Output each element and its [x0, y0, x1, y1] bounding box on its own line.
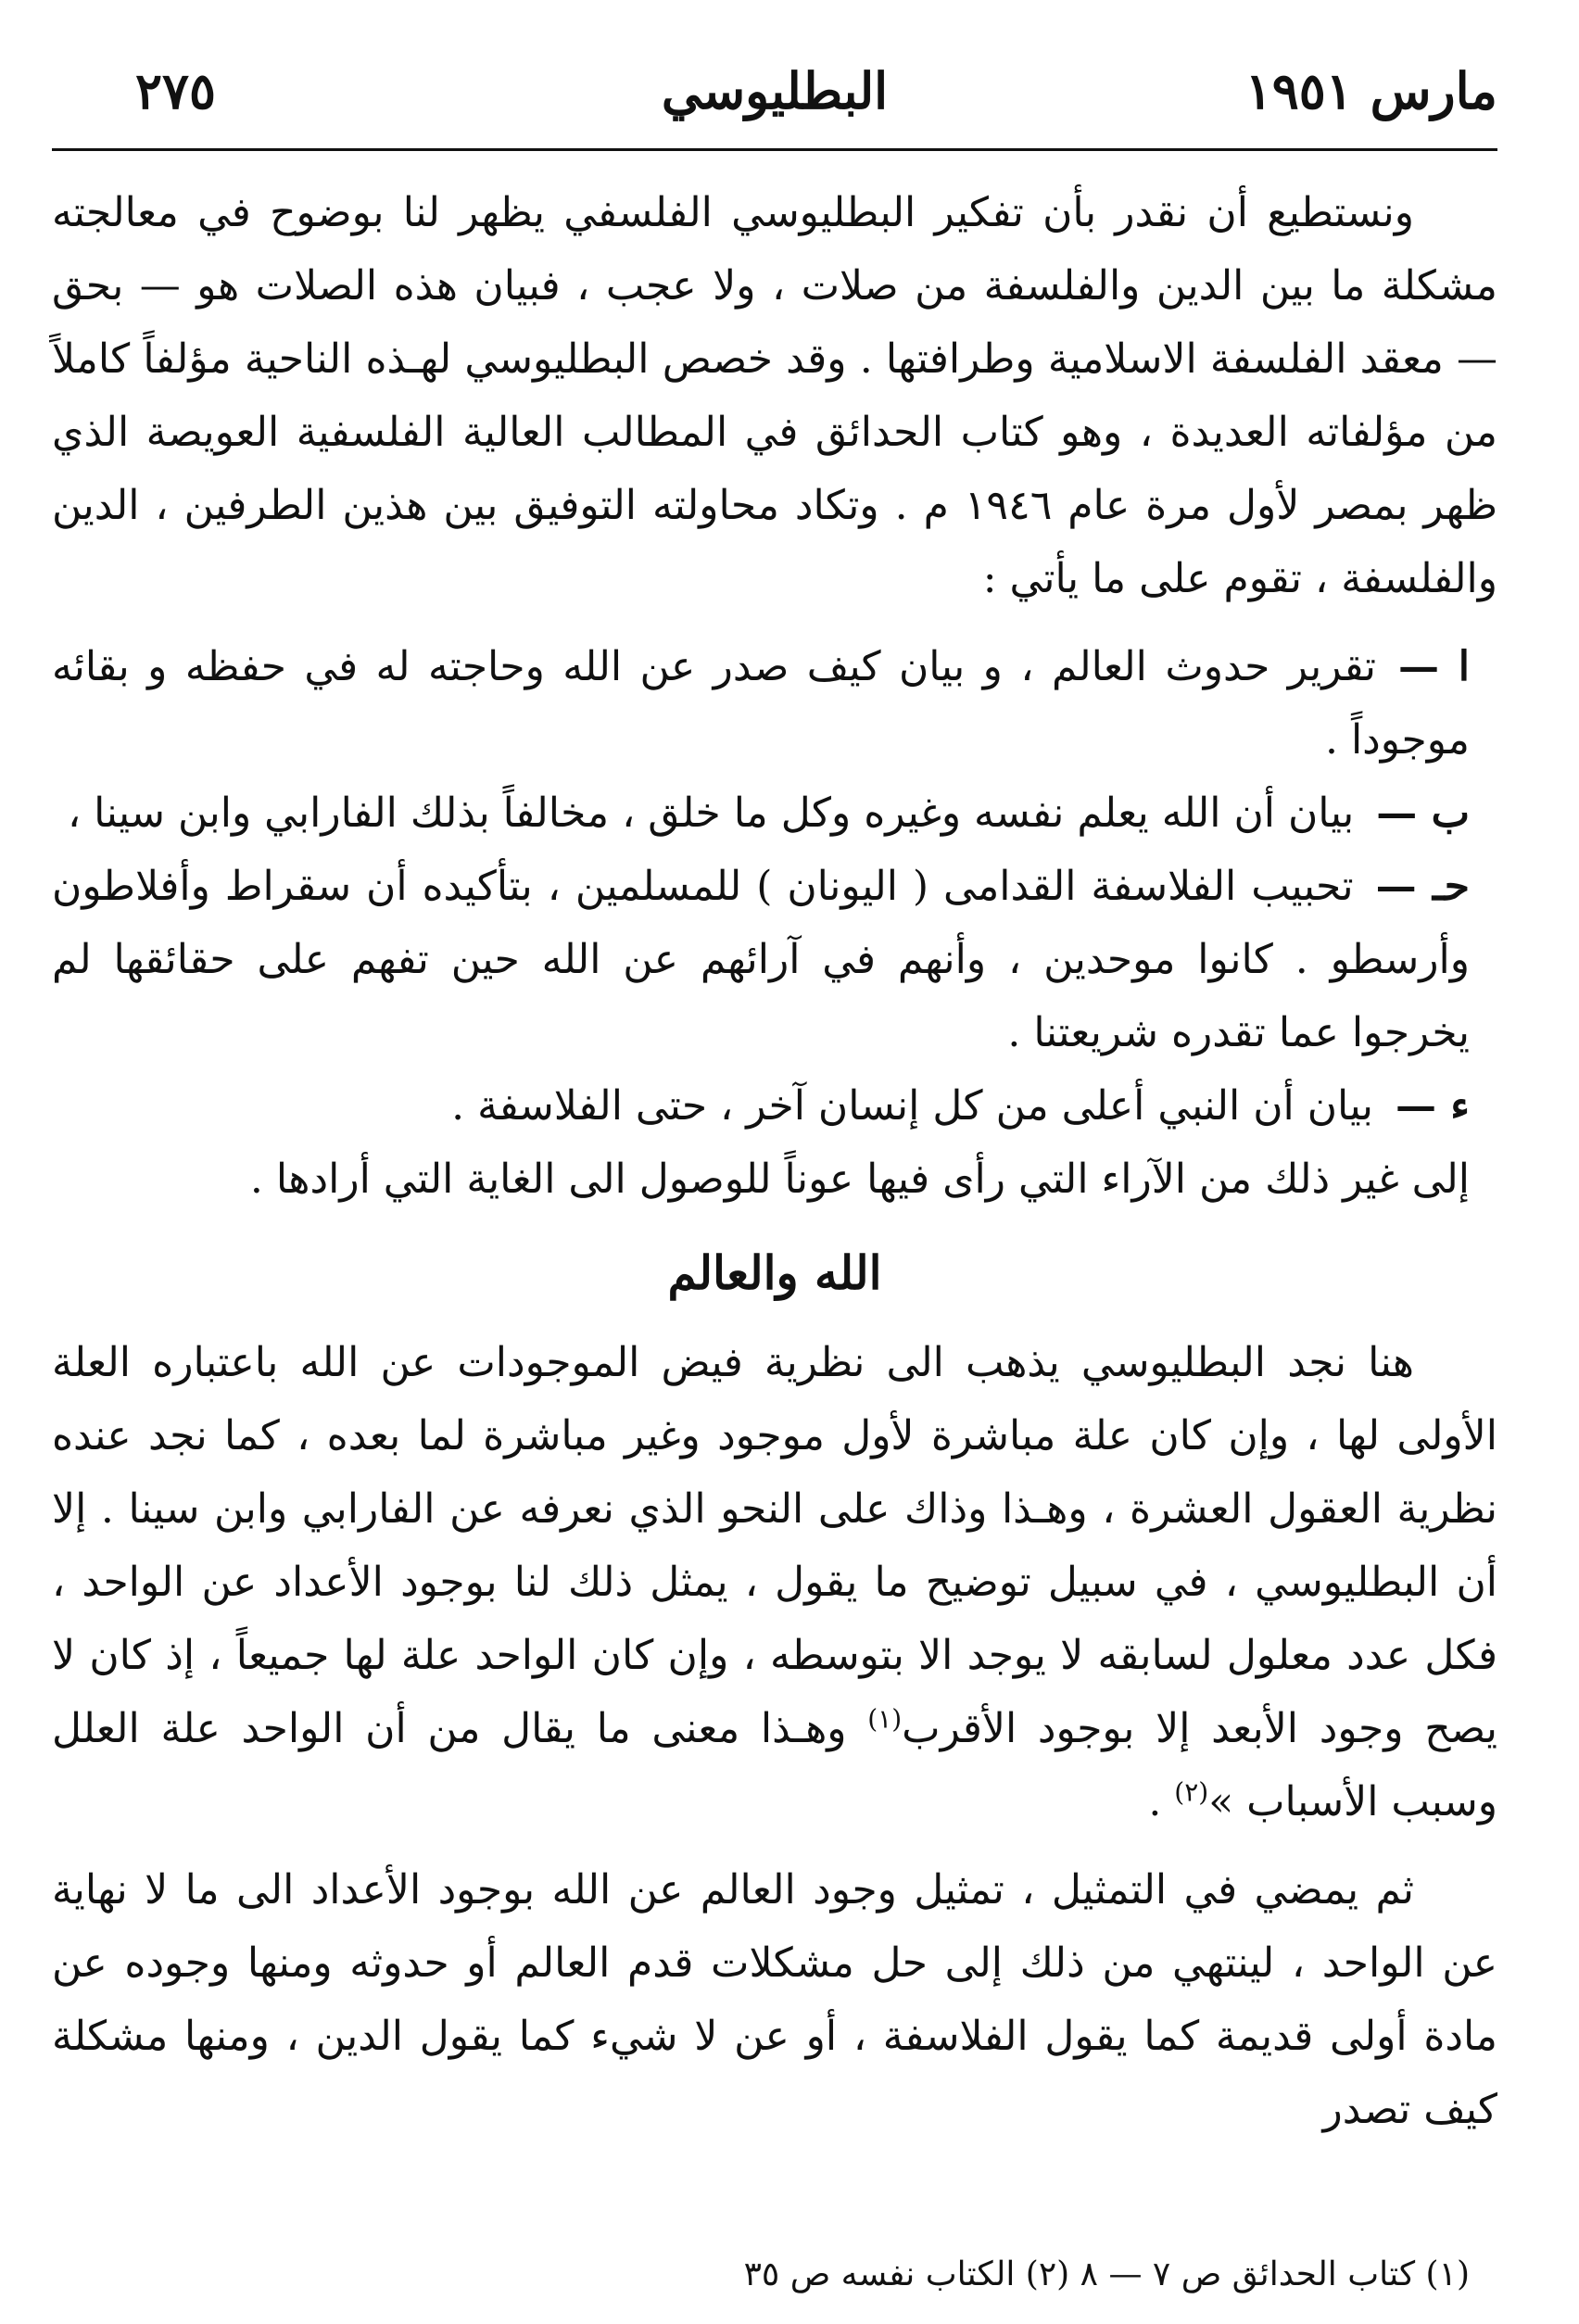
section-paragraph-1-continued: وهـذا معنى ما يقال من أن الواحد علة العلل وسبب الأسباب »	[52, 1705, 1497, 1825]
list-text-a: تقرير حدوث العالم ، و بيان كيف صدر عن الله وحاجته له في حفظه و بقائه موجوداً .	[52, 643, 1470, 764]
header-date: مارس ١٩٥١	[1244, 61, 1497, 120]
section-title: الله والعالم	[667, 1245, 882, 1300]
list-text-b: بيان أن الله يعلم نفسه وغيره وكل ما خلق ، مخالفاً بذلك الفارابي وابن سينا ،	[67, 789, 1355, 837]
footnote-ref-2: (٢)	[1174, 1776, 1209, 1808]
list-item-a	[52, 630, 1497, 777]
running-header	[52, 56, 1497, 139]
list-closing: إلى غير ذلك من الآراء التي رأى فيها عوناً للوصول الى الغاية التي أرادها .	[249, 1156, 1470, 1203]
section-paragraph-2: ثم يمضي في التمثيل ، تمثيل وجود العالم عن الله بوجود الأعداد الى ما لا نهاية عن الواحد ، لينتهي من ذلك إلى حل مشكلات قدم العالم أو حدوثه ومنها وجوده عن مادة أولى قديمة كما يقول الفلاسفة ، أو عن لا شيء كما يقول الدين ، ومنها مشكلة كيف تصدر	[52, 1866, 1497, 2133]
list-marker-c: حـ —	[1375, 863, 1470, 910]
footnote-ref-1: (١)	[867, 1703, 903, 1735]
header-title: البطليوسي	[661, 61, 889, 120]
section-paragraph-1	[52, 1326, 1497, 1838]
list-marker-d: ء —	[1395, 1082, 1470, 1130]
section-paragraph-1-end: .	[1148, 1778, 1175, 1825]
intro-paragraph: ونستطيع أن نقدر بأن تفكير البطليوسي الفلسفي يظهر لنا بوضوح في معالجته مشكلة ما بين الدين والفلسفة من صلات ، ولا عجب ، فبيان هذه الصلات هو — بحق — معقد الفلسفة الاسلامية وطرافتها . وقد خصص البطليوسي لهـذه الناحية مؤلفاً كاملاً من مؤلفاته العديدة ، وهو كتاب الحدائق في المطالب العالية الفلسفية العويصة الذي ظهر بمصر لأول مرة عام ١٩٤٦ م . وتكاد محاولته التوفيق بين هذين الطرفين ، الدين والفلسفة ، تقوم على ما يأتي :	[52, 189, 1497, 602]
list-marker-a: ا —	[1398, 643, 1470, 690]
footnotes: (١) كتاب الحدائق ص ٧ — ٨ (٢) الكتاب نفسه ص ٣٥	[743, 2255, 1470, 2293]
list-item-c	[52, 850, 1497, 1069]
page-number: ٢٧٥	[135, 61, 217, 120]
list-text-c: تحبيب الفلاسفة القدامى ( اليونان ) للمسلمين ، بتأكيده أن سقراط وأفلاطون وأرسطو . كانوا موحدين ، وأنهم في آرائهم عن الله حين تفهم على حقائقها لم يخرجوا عما تقدره شريعتنا .	[52, 863, 1470, 1056]
section-paragraph-1-text: هنا نجد البطليوسي يذهب الى نظرية فيض الموجودات عن الله باعتباره العلة الأولى لها ، وإن كان علة مباشرة لأول موجود وغير مباشرة لما بعده ، كما نجد عنده نظرية العقول العشرة ، وهـذا وذاك على النحو الذي نعرفه عن الفارابي وابن سينا . إلا أن البطليوسي ، في سبيل توضيح ما يقول ، يمثل ذلك لنا بوجود الأعداد عن الواحد ، فكل عدد معلول لسابقه لا يوجد الا بتوسطه ، وإن كان الواحد علة لها جميعاً ، إذ كان لا يصح وجود الأبعد إلا بوجود الأقرب	[52, 1339, 1498, 1752]
list-text-d: بيان أن النبي أعلى من كل إنسان آخر ، حتى الفلاسفة .	[451, 1082, 1373, 1130]
list-item-b	[52, 777, 1497, 850]
list-item-d	[52, 1069, 1497, 1143]
list-marker-b: ب —	[1376, 789, 1470, 837]
book-page	[52, 56, 1497, 2298]
header-rule	[52, 148, 1497, 151]
page-body	[52, 176, 1497, 2146]
